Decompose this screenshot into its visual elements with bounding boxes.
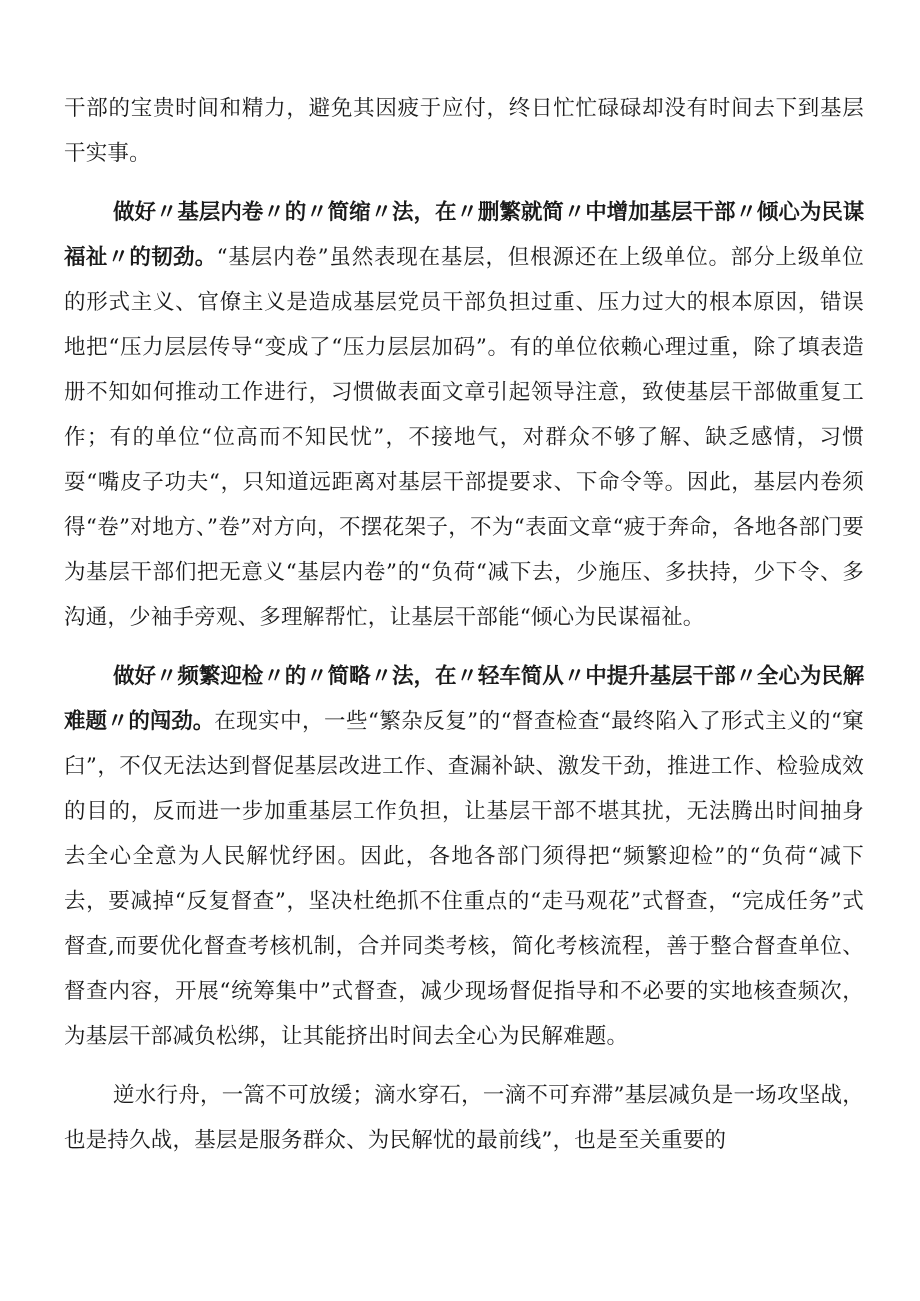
paragraph-2	[64, 190, 864, 640]
paragraph-text: 逆水行舟，一篙不可放缓；滴水穿石，一滴不可弃滞”基层减负是一场攻坚战，也是持久战，基层是服务群众、为民解忧的最前线”，也是至关重要的	[64, 1083, 864, 1153]
paragraph-text: 干部的宝贵时间和精力，避免其因疲于应付，终日忙忙碌碌却没有时间去下到基层干实事。	[64, 96, 864, 166]
paragraph-text: 在现实中，一些“繁杂反复”的“督查检查“最终陷入了形式主义的“窠臼”，不仅无法达到督促基层改进工作、查漏补缺、激发干劲，推进工作、检验成效的目的，反而进一步加重基层工作负担，让基层干部不堪其扰，无法腾出时间抽身去全心全意为人民解忧纾困。因此，各地各部门须得把“频繁迎检”的“负荷“减下去，要减掉“反复督查”，坚决杜绝抓不住重点的“走马观花”式督查，“完成任务”式督查,而要优化督查考核机制，合并同类考核，简化考核流程，善于整合督查单位、督查内容，开展“统筹集中”式督查，减少现场督促指导和不必要的实地核查频次，为基层干部减负松绑，让其能挤出时间去全心为民解难题。	[64, 709, 864, 1049]
section-heading: 做好〃基层内卷〃的〃简缩〃法，在〃删繁就简〃中增加基层干部〃倾心为民谋福祉〃的韧劲。	[64, 200, 864, 270]
section-heading: 做好〃频繁迎检〃的〃简略〃法，在〃轻车简从〃中提升基层干部〃全心为民解难题〃的闯劲。	[64, 664, 864, 734]
paragraph-text: “基层内卷”虽然表现在基层，但根源还在上级单位。部分上级单位的形式主义、官僚主义是造成基层党员干部负担过重、压力过大的根本原因，错误地把“压力层层传导“变成了“压力层层加码”。有的单位依赖心理过重，除了填表造册不知如何推动工作进行，习惯做表面文章引起领导注意，致使基层干部做重复工作；有的单位“位高而不知民忧”，不接地气，对群众不够了解、缺乏感情，习惯耍“嘴皮子功夫“，只知道远距离对基层干部提要求、下命令等。因此，基层内卷须得“卷”对地方、”卷”对方向，不摆花架子，不为“表面文章“疲于奔命，各地各部门要为基层干部们把无意义“基层内卷”的“负荷“减下去，少施压、多扶持，少下令、多沟通，少袖手旁观、多理解帮忙，让基层干部能“倾心为民谋福祉。	[64, 245, 864, 630]
paragraph-3	[64, 654, 864, 1059]
paragraph-1	[64, 86, 864, 176]
paragraph-4	[64, 1073, 864, 1163]
